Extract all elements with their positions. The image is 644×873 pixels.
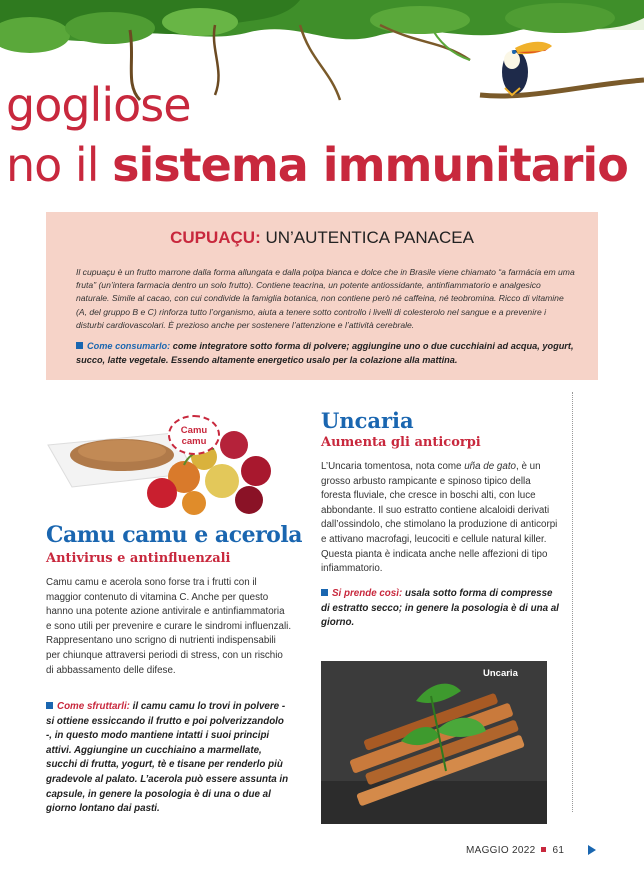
bullet-square-icon [76,342,83,349]
title-line-2-bold: sistema immunitario [112,138,628,192]
next-page-arrow-icon[interactable] [588,845,596,855]
cupuacu-heading-bold: CUPUAÇU: [170,228,261,247]
consume-text: come integratore sotto forma di polvere; aggiungine uno o due cucchiaini ad acqua, yogurt, succo, latte vegetale. Essendo altamente energetico usalo per la colazione alla mattina. [76,341,574,365]
page-title-line-2 [6,138,628,192]
camu-camu-bubble: Camu camu [168,415,220,455]
footer-page-number: 61 [552,845,565,856]
page-title-line-1: gogliose [6,78,191,132]
camu-usage [46,700,292,817]
uncaria-bark-illustration [321,661,547,824]
camu-heading: Camu camu e acerola [46,522,302,548]
footer-issue: MAGGIO 2022 [466,845,536,856]
footer-square-icon [541,847,546,852]
consume-lead: Come consumarlo: [87,341,171,351]
cupuacu-heading-rest: UN’AUTENTICA PANACEA [260,228,474,247]
uncaria-usage-lead: Si prende così: [332,588,403,599]
bullet-square-icon [46,702,53,709]
title-line-2-prefix: no il [6,138,113,192]
cupuacu-box [46,212,598,380]
cupuacu-body: Il cupuaçu è un frutto marrone dalla forma allungata e dalla polpa bianca e dolce che in Brasile viene chiamato “a farmácia em uma fruta” (un’intera farmacia dentro un solo frutto). Contiene teacrina, un potente antiossidante, antinfiammatorio e analgesico naturale. Simile al cacao, con cui condivide la famiglia botanica, non contiene però né caffeina, né teobromina. Ricco di vitamine (A, del gruppo B e C) rinforza tutto l’organismo, aiuta a tenere sotto controllo i livelli di colesterolo nel sangue e a prevenire i disturbi cardiovascolari. È prezioso anche per sostenere l’attenzione e l’attività cerebrale. [76,267,575,330]
cupuacu-consume [76,340,586,367]
uncaria-body-start: L’Uncaria tomentosa, nota come [321,461,465,472]
cupuacu-heading [46,228,598,248]
column-divider [572,392,573,812]
camu-subheading: Antivirus e antinfluenzali [46,551,231,566]
uncaria-body [321,460,561,577]
bullet-square-icon [321,589,328,596]
uncaria-photo [321,661,547,824]
uncaria-body-italic: uña de gato [464,461,516,472]
uncaria-usage [321,587,561,631]
camu-usage-text: il camu camu lo trovi in polvere - si ottiene essiccando il frutto e poi polverizzandolo -, in questo modo mantiene intatti i suoi principi attivi. Aggiungine un cucchiaino a marmellate, succhi di frutta, yogurt, tè e tisane per renderlo più gradevole al palato. L’acerola può essere assunta in capsule, in genere la posologia è di una o due al giorno lontano dai pasti. [46,701,289,815]
page-footer [466,845,564,856]
uncaria-photo-label: Uncaria [483,668,518,679]
camu-camu-photo [44,405,276,517]
uncaria-heading: Uncaria [321,408,414,433]
camu-body: Camu camu e acerola sono forse tra i frutti con il maggior contenuto di vitamina C. Anche per questo hanno una potente azione antivirale e antinfiammatoria e sono utili per prevenire e curare le sindromi influenzali. Rappresentano uno scrigno di nutrienti indispensabili per chiunque attraversi periodi di stress, con un rischio di abbassamento delle difese. [46,577,292,676]
uncaria-usage-text: usala sotto forma di compresse di estratto secco; in genere la posologia è di una al giorno. [321,588,559,629]
camu-usage-lead: Come sfruttarli: [57,701,130,712]
uncaria-subheading: Aumenta gli anticorpi [321,435,481,450]
uncaria-body-end: , è un grosso arbusto rampicante e spinoso tipico della foresta fluviale, che cresce in boschi alti, con luce abbondante. Il suo estratto contiene alcaloidi derivati dall’ossindolo, che stimolano la produzione di anticorpi e attivano macrofagi, leucociti e cellule natural killer. Questa pianta è indicata anche nelle affezioni di tipo infiammatorio. [321,461,558,575]
